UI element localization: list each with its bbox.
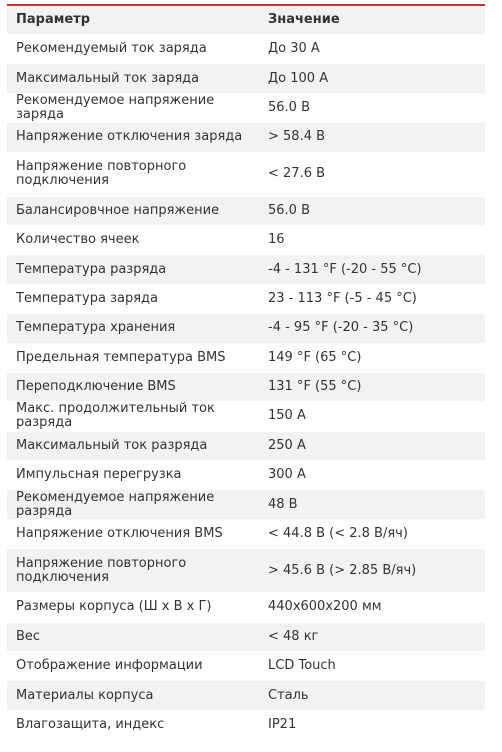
table-row xyxy=(7,343,485,372)
table-row xyxy=(7,622,485,651)
value-cell: До 30 А xyxy=(262,35,485,64)
value-cell: До 100 А xyxy=(262,64,485,93)
param-cell: Переподключение BMS xyxy=(7,372,262,401)
param-cell: Напряжение повторного подключения xyxy=(7,152,262,196)
value-cell: 250 А xyxy=(262,431,485,460)
value-cell: 440х600х200 мм xyxy=(262,593,485,622)
table-row xyxy=(7,372,485,401)
value-cell: -4 - 131 °F (-20 - 55 °C) xyxy=(262,255,485,284)
table-row xyxy=(7,196,485,225)
table-row xyxy=(7,35,485,64)
value-cell: > 45.6 В (> 2.85 В/яч) xyxy=(262,549,485,593)
table-row xyxy=(7,123,485,152)
value-cell: < 27.6 В xyxy=(262,152,485,196)
value-cell: 16 xyxy=(262,225,485,254)
table-row xyxy=(7,225,485,254)
param-cell: Максимальный ток разряда xyxy=(7,431,262,460)
param-cell: Материалы корпуса xyxy=(7,681,262,710)
param-cell: Макс. продолжительный ток разряда xyxy=(7,402,262,431)
table-row xyxy=(7,431,485,460)
param-cell: Температура хранения xyxy=(7,314,262,343)
value-cell: 48 В xyxy=(262,490,485,519)
value-cell: 56.0 В xyxy=(262,196,485,225)
spec-table xyxy=(7,4,485,740)
value-cell: 23 - 113 °F (-5 - 45 °C) xyxy=(262,284,485,313)
param-cell: Максимальный ток заряда xyxy=(7,64,262,93)
param-cell: Температура заряда xyxy=(7,284,262,313)
param-cell: Напряжение отключения заряда xyxy=(7,123,262,152)
param-cell: Влагозащита, индекс xyxy=(7,710,262,739)
header-row xyxy=(7,5,485,35)
param-cell: Вес xyxy=(7,622,262,651)
table-row xyxy=(7,255,485,284)
table-row xyxy=(7,284,485,313)
param-cell: Предельная температура BMS xyxy=(7,343,262,372)
table-row xyxy=(7,64,485,93)
value-cell: < 44.8 В (< 2.8 В/яч) xyxy=(262,519,485,548)
param-cell: Температура разряда xyxy=(7,255,262,284)
table-row xyxy=(7,593,485,622)
param-cell: Напряжение отключения BMS xyxy=(7,519,262,548)
table-row xyxy=(7,549,485,593)
table-row xyxy=(7,490,485,519)
table-row xyxy=(7,681,485,710)
value-cell: IP21 xyxy=(262,710,485,739)
param-cell: Рекомендуемое напряжение разряда xyxy=(7,490,262,519)
table-row xyxy=(7,519,485,548)
param-cell: Отображение информации xyxy=(7,652,262,681)
value-cell: 150 А xyxy=(262,402,485,431)
table-row xyxy=(7,652,485,681)
param-cell: Рекомендуемый ток заряда xyxy=(7,35,262,64)
table-row xyxy=(7,402,485,431)
table-row xyxy=(7,93,485,122)
header-param: Параметр xyxy=(7,5,262,35)
value-cell: > 58.4 В xyxy=(262,123,485,152)
header-value: Значение xyxy=(262,5,485,35)
param-cell: Балансировчное напряжение xyxy=(7,196,262,225)
table-body xyxy=(7,35,485,740)
table-header xyxy=(7,5,485,35)
param-cell: Напряжение повторного подключения xyxy=(7,549,262,593)
value-cell: Сталь xyxy=(262,681,485,710)
value-cell: 56.0 В xyxy=(262,93,485,122)
table-row xyxy=(7,314,485,343)
value-cell: < 48 кг xyxy=(262,622,485,651)
param-cell: Импульсная перегрузка xyxy=(7,461,262,490)
value-cell: 300 А xyxy=(262,461,485,490)
param-cell: Рекомендуемое напряжение заряда xyxy=(7,93,262,122)
table-row xyxy=(7,710,485,739)
value-cell: 131 °F (55 °C) xyxy=(262,372,485,401)
table-row xyxy=(7,152,485,196)
param-cell: Количество ячеек xyxy=(7,225,262,254)
param-cell: Размеры корпуса (Ш х В х Г) xyxy=(7,593,262,622)
value-cell: 149 °F (65 °C) xyxy=(262,343,485,372)
value-cell: -4 - 95 °F (-20 - 35 °C) xyxy=(262,314,485,343)
table-row xyxy=(7,461,485,490)
value-cell: LCD Touch xyxy=(262,652,485,681)
